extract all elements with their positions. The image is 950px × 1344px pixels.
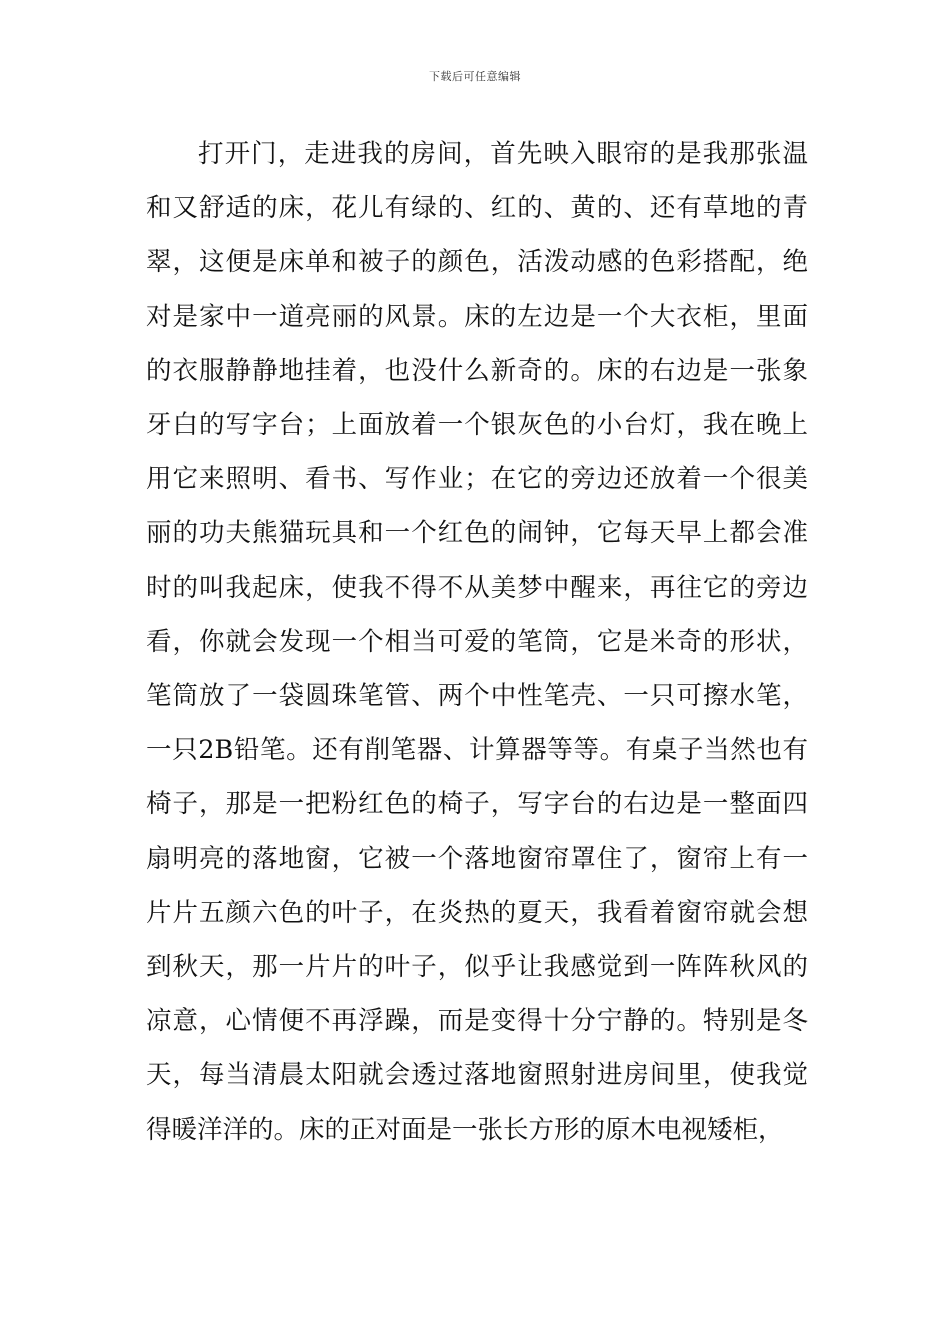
page-header-note: 下载后可任意编辑 [429,70,521,83]
body-paragraph: 打开门，走进我的房间，首先映入眼帘的是我那张温和又舒适的床，花儿有绿的、红的、黄的、还有草地的青翠，这便是床单和被子的颜色，活泼动感的色彩搭配，绝对是家中一道亮丽的风景。床的左边是一个大衣柜，里面的衣服静静地挂着，也没什么新奇的。床的右边是一张象牙白的写字台；上面放着一个银灰色的小台灯，我在晚上用它来照明、看书、写作业；在它的旁边还放着一个很美丽的功夫熊猫玩具和一个红色的闹钟，它每天早上都会准时的叫我起床，使我不得不从美梦中醒来，再往它的旁边看，你就会发现一个相当可爱的笔筒，它是米奇的形状，笔筒放了一袋圆珠笔管、两个中性笔壳、一只可擦水笔，一只2B铅笔。还有削笔器、计算器等等。有桌子当然也有椅子，那是一把粉红色的椅子，写字台的右边是一整面四扇明亮的落地窗，它被一个落地窗帘罩住了，窗帘上有一片片五颜六色的叶子，在炎热的夏天，我看着窗帘就会想到秋天，那一片片的叶子，似乎让我感觉到一阵阵秋风的凉意，心情便不再浮躁，而是变得十分宁静的。特别是冬天，每当清晨太阳就会透过落地窗照射进房间里，使我觉得暖洋洋的。床的正对面是一张长方形的原木电视矮柜， [146,139,808,1145]
